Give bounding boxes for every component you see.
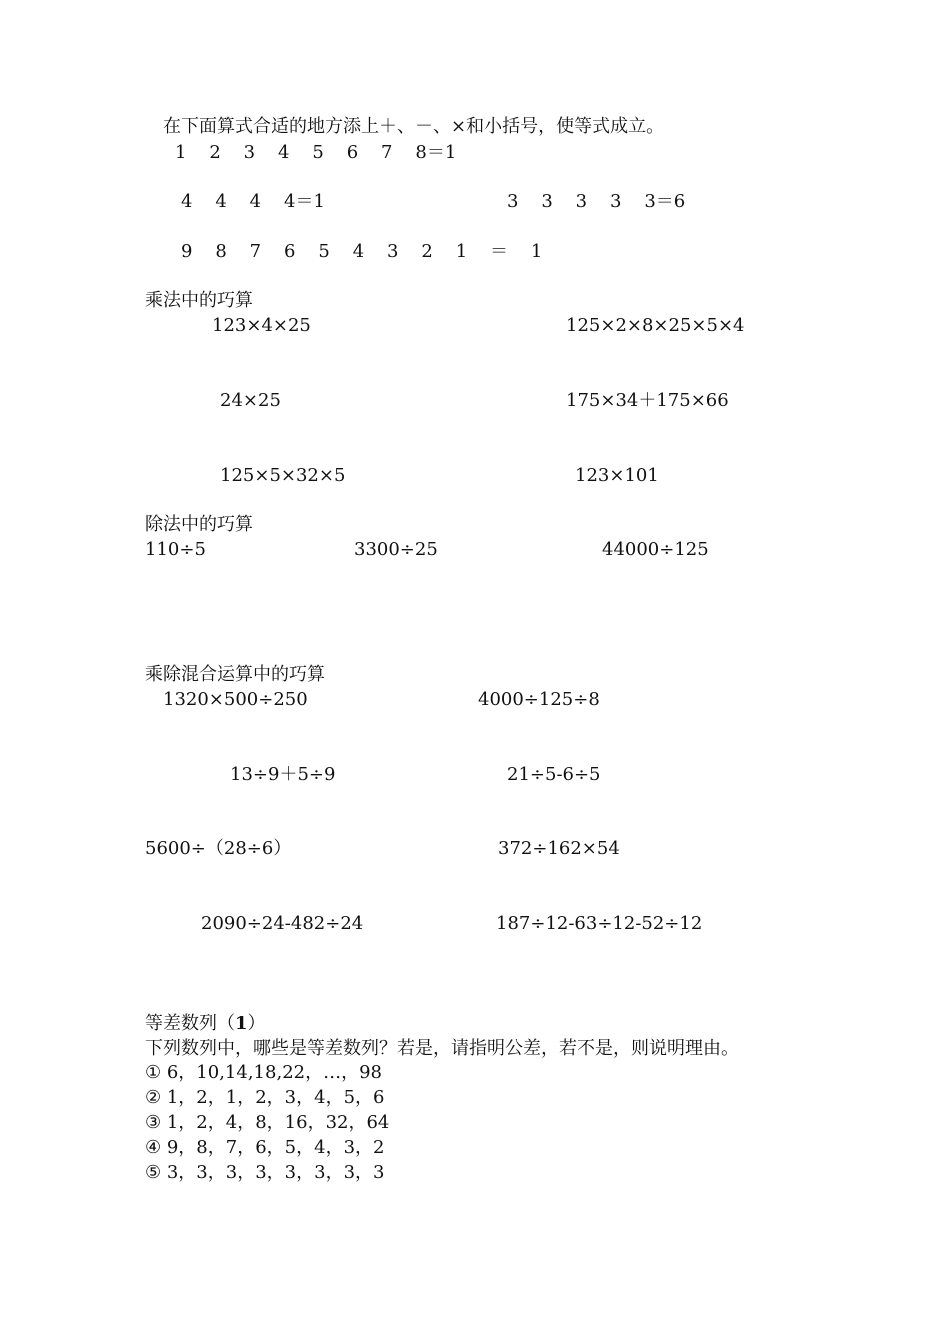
instruction-operators: 在下面算式合适的地方添上＋、－、×和小括号，使等式成立。 [163,116,665,137]
section-title-close: ） [247,1013,266,1034]
problem-mixed-8: 187÷12-63÷12-52÷12 [496,913,703,934]
section-title-mixed: 乘除混合运算中的巧算 [145,664,325,685]
sequence-item: ① 6，10,14,18,22，…，98 [145,1062,382,1083]
equation-fours: 4 4 4 4＝1 [181,191,325,212]
problem-mult-4: 175×34＋175×66 [566,390,729,411]
problem-mult-1: 123×4×25 [212,315,311,336]
section-title-text: 等差数列（ [145,1013,235,1034]
section-title-division: 除法中的巧算 [145,514,253,535]
problem-mult-6: 123×101 [575,465,659,486]
section-title-arithmetic-sequence [145,1013,266,1035]
problem-mixed-4: 21÷5-6÷5 [507,764,601,785]
problem-mixed-1: 1320×500÷250 [163,689,308,710]
problem-mixed-3: 13÷9＋5÷9 [230,764,336,785]
sequence-item: ② 1，2，1，2，3，4，5，6 [145,1087,385,1108]
problem-mult-5: 125×5×32×5 [220,465,346,486]
section-title-number: 1 [235,1013,248,1034]
sequence-item: ④ 9，8，7，6，5，4，3，2 [145,1137,385,1158]
sequence-item: ③ 1，2，4，8，16，32，64 [145,1112,390,1133]
equation-9-to-1: 9 8 7 6 5 4 3 2 1 ＝ 1 [181,241,543,262]
problem-div-2: 3300÷25 [354,539,438,560]
section-title-multiplication: 乘法中的巧算 [145,290,253,311]
instruction-sequences: 下列数列中，哪些是等差数列？若是，请指明公差，若不是，则说明理由。 [145,1038,739,1059]
problem-div-3: 44000÷125 [602,539,709,560]
equation-1-to-8: 1 2 3 4 5 6 7 8＝1 [175,142,457,163]
problem-mixed-6: 372÷162×54 [498,838,620,859]
problem-div-1: 110÷5 [145,539,206,560]
problem-mult-3: 24×25 [220,390,281,411]
problem-mult-2: 125×2×8×25×5×4 [566,315,745,336]
problem-mixed-7: 2090÷24-482÷24 [201,913,364,934]
sequence-item: ⑤ 3，3，3，3，3，3，3，3 [145,1162,385,1183]
equation-threes: 3 3 3 3 3＝6 [507,191,686,212]
problem-mixed-2: 4000÷125÷8 [478,689,600,710]
problem-mixed-5: 5600÷（28÷6） [145,838,292,859]
